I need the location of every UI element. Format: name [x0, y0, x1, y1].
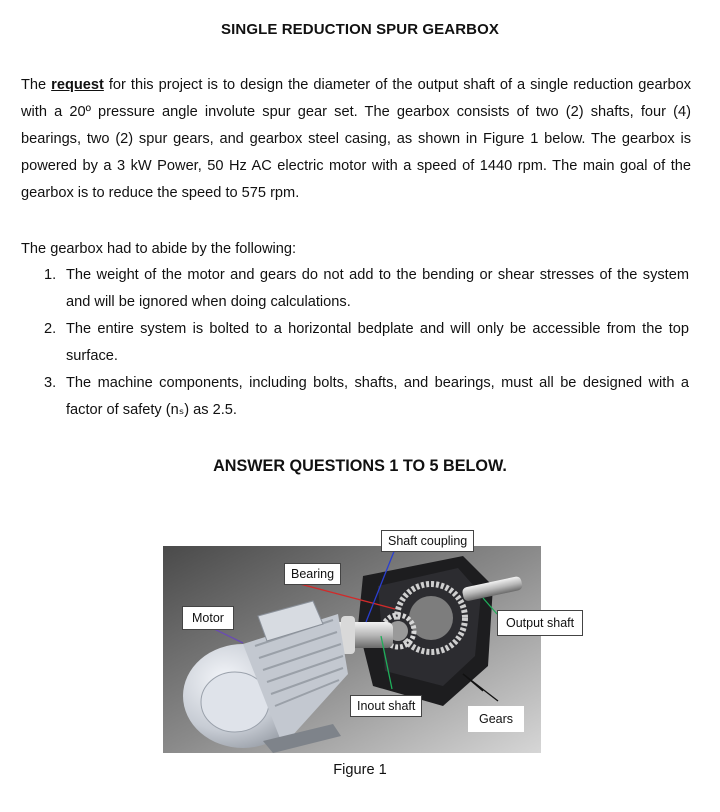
list-item-text: The entire system is bolted to a horizontal bedplate and will only be accessible from the top surface. — [66, 321, 689, 364]
list-item-text: The machine components, including bolts, shafts, and bearings, must all be designed with a factor of safety (nₛ) as 2.5. — [66, 375, 689, 418]
paragraph-lead: The — [21, 77, 52, 93]
list-item-number: 2. — [44, 321, 57, 337]
label-shaft-coupling: Shaft coupling — [381, 530, 474, 552]
list-item — [21, 262, 689, 316]
label-motor: Motor — [182, 606, 234, 630]
list-item-number: 3. — [44, 375, 57, 391]
requirements-list — [21, 262, 689, 424]
document-title: SINGLE REDUCTION SPUR GEARBOX — [221, 21, 499, 38]
label-output-shaft: Output shaft — [497, 610, 583, 636]
list-item-text: The weight of the motor and gears do not add to the bending or shear stresses of the system and will be ignored when doing calculations. — [66, 267, 689, 310]
list-item — [21, 370, 689, 424]
list-item — [21, 316, 689, 370]
label-bearing: Bearing — [284, 563, 341, 585]
requirements-intro: The gearbox had to abide by the following: — [21, 241, 297, 257]
request-keyword: request — [51, 77, 104, 93]
answer-heading: ANSWER QUESTIONS 1 TO 5 BELOW. — [213, 457, 507, 475]
label-gears: Gears — [468, 706, 524, 732]
paragraph-body: for this project is to design the diameter of the output shaft of a single reduction gearbox with a 20º pressure angle involute spur gear set. The gearbox consists of two (2) shafts, four (4) bearings, two (2) spur gears, and gearbox steel casing, as shown in Figure 1 below. The gearbox is powered by a 3 kW Power, 50 Hz AC electric motor with a speed of 1440 rpm. The main goal of the gearbox is to reduce the speed to 575 rpm. — [21, 77, 692, 201]
project-request-paragraph — [21, 72, 691, 207]
label-input-shaft: Inout shaft — [350, 695, 422, 717]
figure-caption: Figure 1 — [333, 762, 387, 778]
list-item-number: 1. — [44, 267, 57, 283]
